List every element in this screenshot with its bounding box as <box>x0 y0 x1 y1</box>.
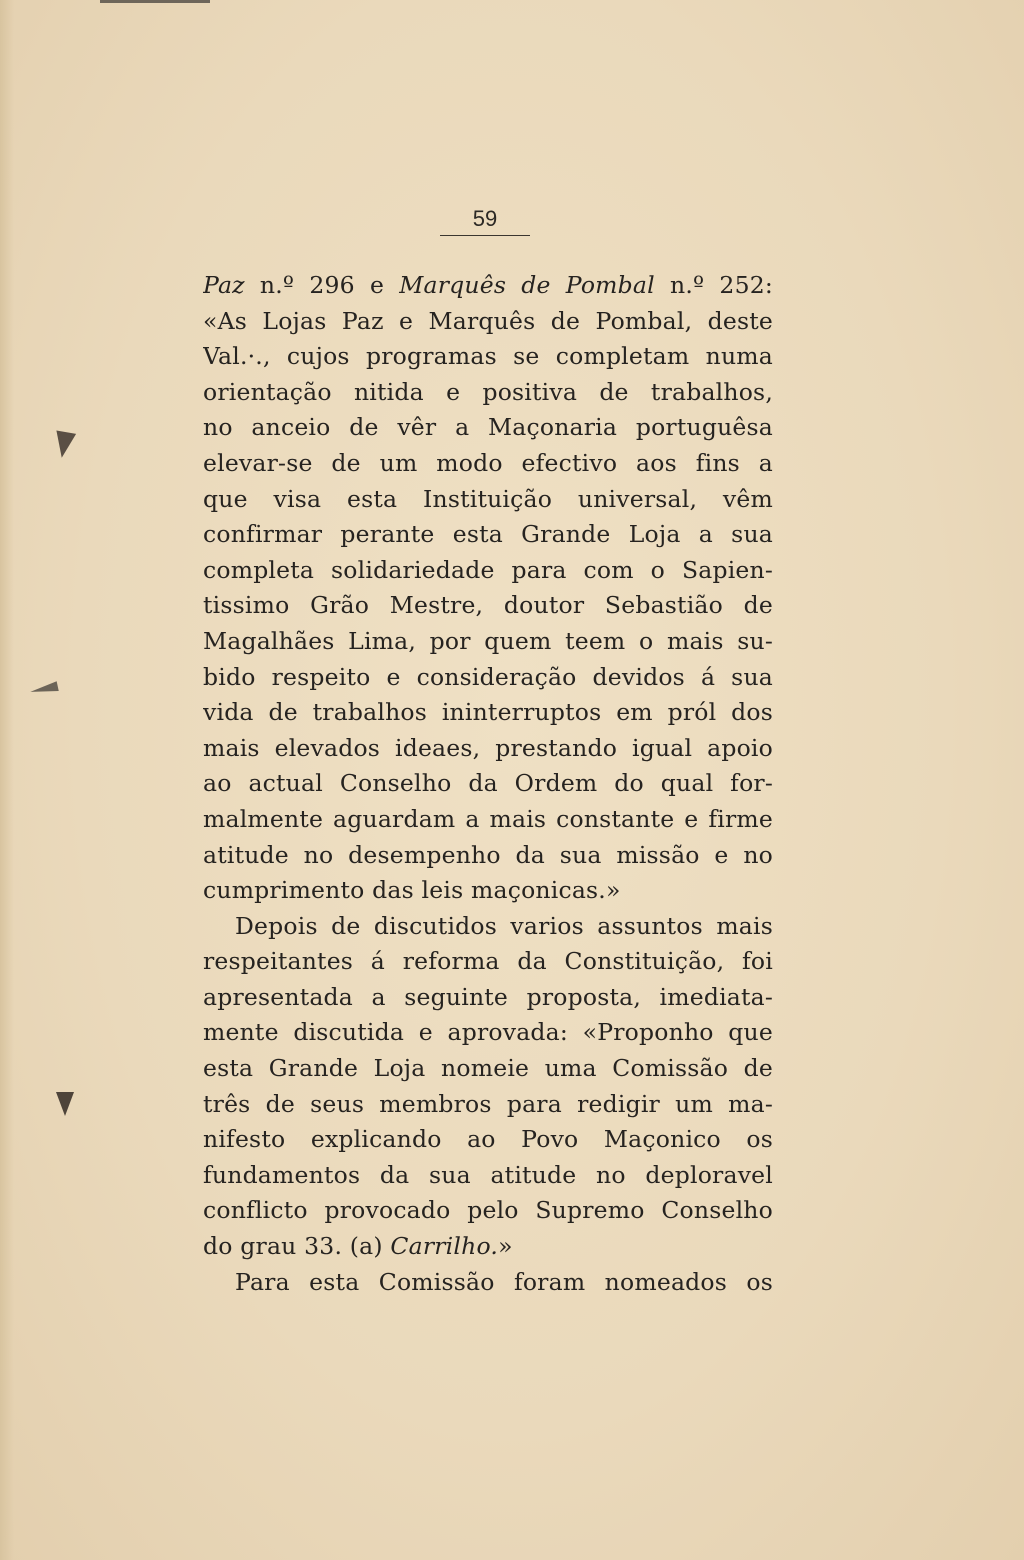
text-fragment: do grau 33. (a) <box>203 1232 391 1261</box>
lodge-name-italic: Marquês de Pombal <box>399 271 655 299</box>
text-line: ao actual Conselho da Ordem do qual for- <box>203 769 773 798</box>
text-line: Magalhães Lima, por quem teem o mais su- <box>203 626 773 655</box>
text-line: respeitantes á reforma da Constituição, foi <box>203 947 773 976</box>
text-line: bido respeito e consideração devidos á sua <box>203 662 773 691</box>
text-line <box>203 268 773 304</box>
text-line: conflicto provocado pelo Supremo Conselho <box>203 1196 773 1225</box>
text-line: mente discutida e aprovada: «Proponho que <box>203 1018 773 1047</box>
text-line: completa solidariedade para com o Sapien- <box>203 555 773 584</box>
text-line: apresentada a seguinte proposta, imediata- <box>203 982 773 1011</box>
text-line: malmente aguardam a mais constante e firme <box>203 804 773 833</box>
text-line: no anceio de vêr a Maçonaria portuguêsa <box>203 413 773 442</box>
text-line: confirmar perante esta Grande Loja a sua <box>203 520 773 549</box>
text-line: mais elevados ideaes, prestando igual apoio <box>203 733 773 762</box>
text-line: orientação nitida e positiva de trabalhos, <box>203 377 773 406</box>
text-line: três de seus membros para redigir um ma- <box>203 1089 773 1118</box>
text-fragment: n.º 252: <box>654 271 773 299</box>
signature-italic: Carrilho. <box>390 1232 499 1261</box>
text-fragment: » <box>498 1232 513 1261</box>
page-gutter-shadow <box>0 0 14 1560</box>
text-line: esta Grande Loja nomeie uma Comissão de <box>203 1054 773 1083</box>
text-line: fundamentos da sua atitude no deploravel <box>203 1160 773 1189</box>
page-number: 59 <box>472 206 498 231</box>
text-line <box>203 1229 773 1265</box>
text-line: «As Lojas Paz e Marquês de Pombal, deste <box>203 306 773 335</box>
text-line: Val.·., cujos programas se completam numa <box>203 342 773 371</box>
text-fragment: n.º 296 e <box>244 271 400 299</box>
text-line: atitude no desempenho da sua missão e no <box>203 840 773 869</box>
text-line: elevar-se de um modo efectivo aos fins a <box>203 448 773 477</box>
text-line: nifesto explicando ao Povo Maçonico os <box>203 1125 773 1154</box>
top-edge-rule <box>100 0 210 3</box>
body-text <box>203 268 773 1300</box>
text-line: vida de trabalhos ininterruptos em pról dos <box>203 698 773 727</box>
binding-thread-mark <box>52 430 76 459</box>
binding-thread-mark <box>56 1092 74 1116</box>
text-line: tissimo Grão Mestre, doutor Sebastião de <box>203 591 773 620</box>
text-line: que visa esta Instituição universal, vêm <box>203 484 773 513</box>
text-line: cumprimento das leis maçonicas.» <box>203 876 621 905</box>
lodge-name-italic: Paz <box>203 271 245 299</box>
paragraph-start-line: Depois de discutidos varios assuntos mais <box>235 911 773 940</box>
paragraph-start-line: Para esta Comissão foram nomeados os <box>235 1267 773 1296</box>
page-number-rule <box>440 235 530 236</box>
binding-thread-mark <box>29 681 58 697</box>
